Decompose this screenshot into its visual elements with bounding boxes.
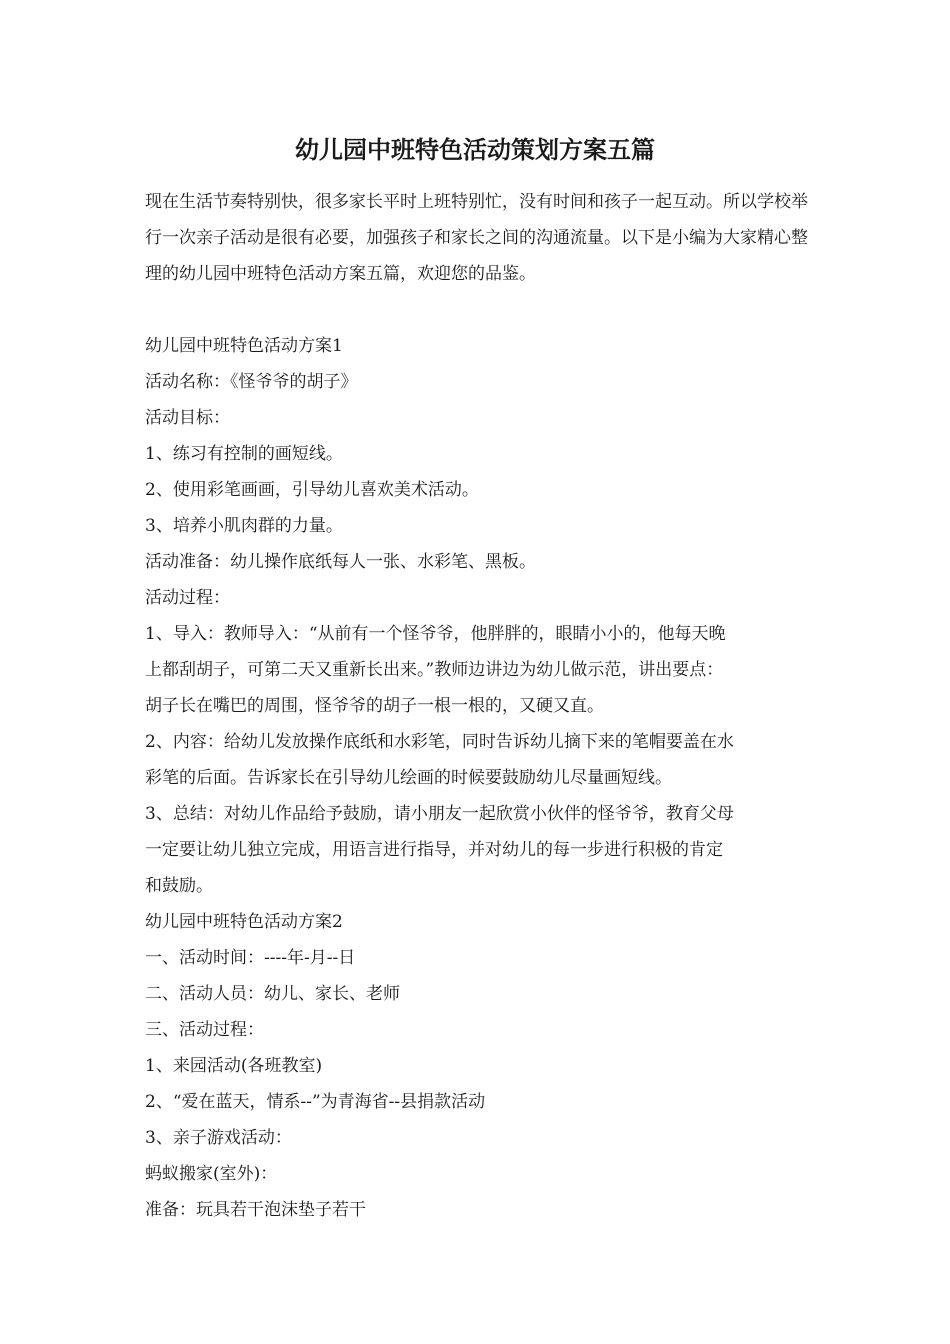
- text-line: 胡子长在嘴巴的周围，怪爷爷的胡子一根一根的，又硬又直。: [145, 696, 604, 716]
- text-line: 三、活动过程：: [145, 1020, 264, 1040]
- intro-paragraph: 现在生活节奏特别快，很多家长平时上班特别忙，没有时间和孩子一起互动。所以学校举行一次亲子活动是很有必要，加强孩子和家长之间的沟通流量。以下是小编为大家精心整理的幼儿园中班特色活动方案五篇，欢迎您的品鉴。: [145, 192, 808, 284]
- text-line: 2、内容：给幼儿发放操作底纸和水彩笔，同时告诉幼儿摘下来的笔帽要盖在水: [145, 732, 734, 752]
- text-line: 活动目标：: [145, 408, 230, 428]
- text-line: 3、总结：对幼儿作品给予鼓励，请小朋友一起欣赏小伙伴的怪爷爷，教育父母: [145, 804, 734, 824]
- text-line: 幼儿园中班特色活动方案1: [145, 336, 343, 356]
- text-line: 3、培养小肌肉群的力量。: [145, 516, 343, 536]
- text-line: 上都刮胡子，可第二天又重新长出来。”教师边讲边为幼儿做示范，讲出要点：: [145, 660, 724, 680]
- text-line: 和鼓励。: [145, 876, 213, 896]
- text-line: 2、“爱在蓝天，情系--”为青海省--县捐款活动: [145, 1092, 486, 1112]
- text-line: 活动名称：《怪爷爷的胡子》: [145, 372, 358, 392]
- text-line: 二、活动人员：幼儿、家长、老师: [145, 984, 400, 1004]
- text-line: 准备：玩具若干泡沫垫子若干: [145, 1200, 366, 1220]
- text-line: 活动准备：幼儿操作底纸每人一张、水彩笔、黑板。: [145, 552, 536, 572]
- document-title: 幼儿园中班特色活动策划方案五篇: [295, 135, 655, 164]
- text-line: 蚂蚁搬家(室外)：: [145, 1164, 278, 1184]
- text-line: 1、导入：教师导入：“从前有一个怪爷爷，他胖胖的，眼睛小小的，他每天晚: [145, 624, 726, 644]
- text-line: 1、来园活动(各班教室): [145, 1056, 323, 1076]
- text-line: 1、练习有控制的画短线。: [145, 444, 343, 464]
- text-line: 一定要让幼儿独立完成，用语言进行指导，并对幼儿的每一步进行积极的肯定: [145, 840, 723, 860]
- text-line: 幼儿园中班特色活动方案2: [145, 912, 343, 932]
- document-body: [145, 328, 825, 1228]
- text-line: 活动过程：: [145, 588, 230, 608]
- text-line: 一、活动时间：----年-月--日: [145, 948, 356, 968]
- text-line: 2、使用彩笔画画，引导幼儿喜欢美术活动。: [145, 480, 479, 500]
- text-line: 3、亲子游戏活动：: [145, 1128, 292, 1148]
- text-line: 彩笔的后面。告诉家长在引导幼儿绘画的时候要鼓励幼儿尽量画短线。: [145, 768, 672, 788]
